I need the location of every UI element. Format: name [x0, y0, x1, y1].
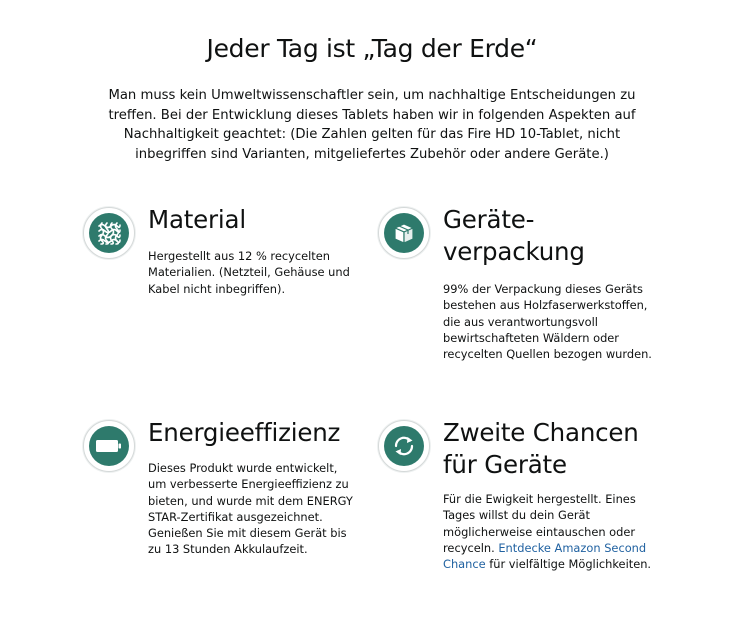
feature-description-second-chance — [443, 491, 658, 572]
package-box-icon — [378, 207, 430, 259]
feature-title-material: Material — [148, 205, 246, 234]
page-title: Jeder Tag ist „Tag der Erde“ — [206, 34, 538, 63]
feature-title-energy: Energieeffizienz — [148, 418, 341, 447]
feature-second-chance — [378, 420, 678, 590]
feature-material — [83, 207, 373, 317]
fabric-material-icon — [83, 207, 135, 259]
recycle-arrows-icon — [378, 420, 430, 472]
feature-energy — [83, 420, 373, 570]
feature-title-second-chance-line1: Zweite Chancen — [443, 418, 639, 447]
intro-text: Man muss kein Umweltwissenschaftler sein, um nachhaltige Entscheidungen zu treffen. Bei der Entwicklung dieses Tablets haben wir in folgenden Aspekten auf Nachhaltigkeit geachtet: (Die Zahlen gelten für das Fire HD 10-Tablet, nicht inbegriffen sind Varianten, mitgeliefertes Zubehör oder andere Geräte.) — [108, 88, 636, 162]
feature-description-packaging: 99% der Verpackung dieses Geräts bestehen aus Holzfaserwerkstoffen, die aus verantwortungsvoll bewirtschafteten Wäldern oder recycelten Quellen bezogen wurden. — [443, 282, 652, 362]
feature-description-energy: Dieses Produkt wurde entwickelt, um verbesserte Energieeffizienz zu bieten, und wurde mit dem ENERGY STAR-Zertifikat ausgezeichnet. Genießen Sie mit diesem Gerät bis zu 13 Stunden Akkulaufzeit. — [148, 461, 353, 557]
feature-description-material: Hergestellt aus 12 % recycelten Materialien. (Netzteil, Gehäuse und Kabel nicht inbegriffen). — [148, 249, 350, 296]
feature-packaging — [378, 207, 678, 367]
feature-title-packaging-line1: Geräte- — [443, 205, 535, 234]
description-text-after-link: für vielfältige Möglichkeiten. — [485, 557, 652, 572]
feature-title-second-chance-line2: für Geräte — [443, 450, 567, 479]
second-chance-link[interactable]: Entdecke Amazon Second Chance — [443, 540, 647, 572]
feature-title-packaging-line2: verpackung — [443, 237, 585, 266]
battery-icon — [83, 420, 135, 472]
description-text-before-link: Für die Ewigkeit hergestellt. Eines Tages willst du dein Gerät möglicherweise eintauschen oder recyceln. — [443, 492, 636, 555]
